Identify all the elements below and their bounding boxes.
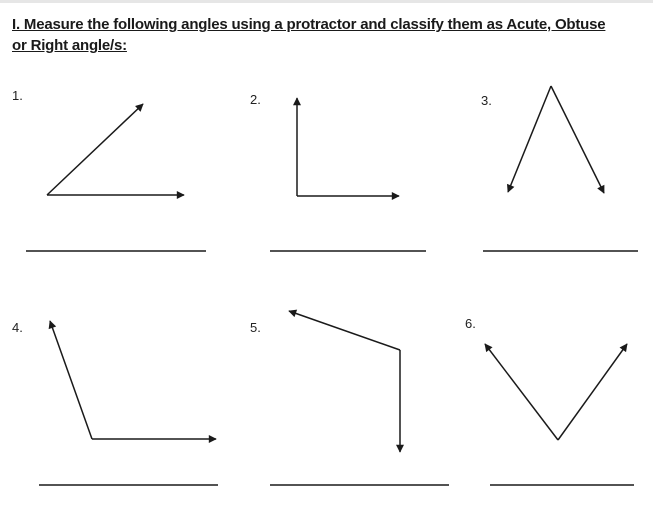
angle-6-ray-left xyxy=(485,344,558,440)
item-number-4: 4. xyxy=(12,320,23,335)
angle-3-ray-left xyxy=(508,86,551,192)
angle-figure-4 xyxy=(50,321,216,439)
instructions-line-2: or Right angle/s: xyxy=(12,37,127,54)
item-number-5: 5. xyxy=(250,320,261,335)
item-number-2: 2. xyxy=(250,92,261,107)
item-number-6: 6. xyxy=(465,316,476,331)
angle-figure-2 xyxy=(297,98,399,196)
instructions-line-1: I. Measure the following angles using a protractor and classify them as Acute, Obtuse xyxy=(12,16,606,33)
item-number-1: 1. xyxy=(12,88,23,103)
angle-1-ray-upper xyxy=(47,104,143,195)
angle-figure-1 xyxy=(47,104,184,195)
angle-3-ray-right xyxy=(551,86,604,193)
item-number-3: 3. xyxy=(481,93,492,108)
angle-figure-3 xyxy=(508,86,604,193)
angle-5-ray-upper-left xyxy=(289,311,400,350)
angle-6-ray-right xyxy=(558,344,627,440)
angle-4-ray-up xyxy=(50,321,92,439)
angle-figure-5 xyxy=(289,311,400,452)
angle-figure-6 xyxy=(485,344,627,440)
